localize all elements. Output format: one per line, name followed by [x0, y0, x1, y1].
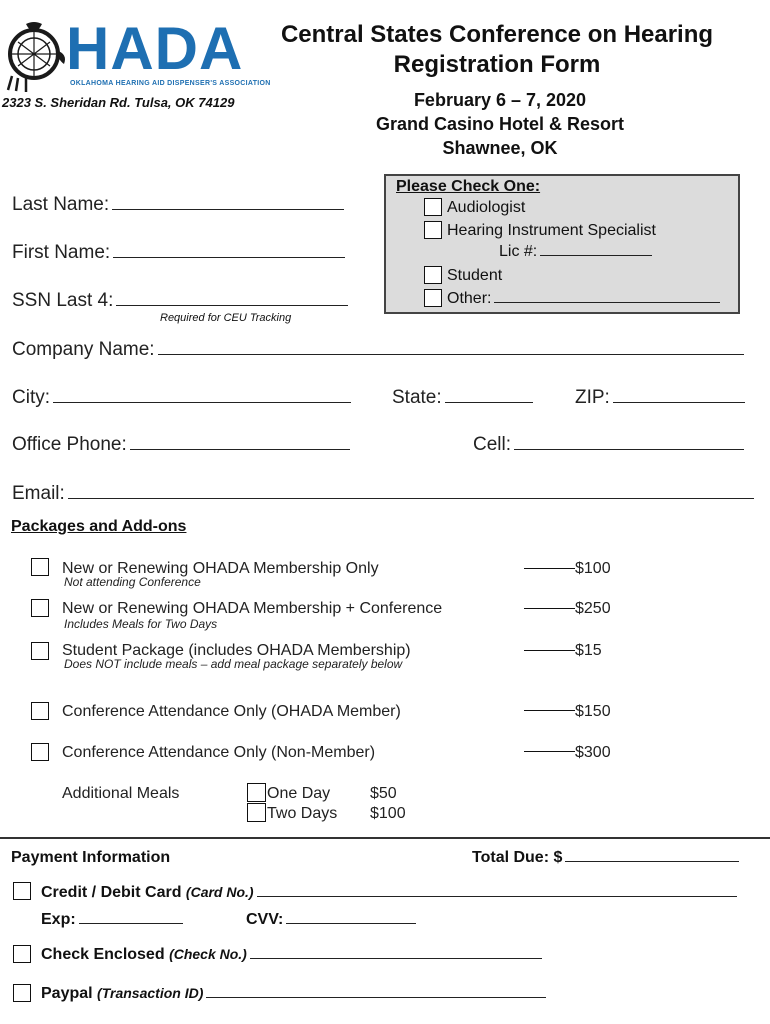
cvv-field[interactable] [246, 911, 416, 929]
last-name-field[interactable] [12, 194, 344, 216]
lic-label: Lic #: [499, 243, 538, 260]
audiologist-checkbox[interactable] [424, 198, 442, 216]
check-label: Check Enclosed [41, 946, 165, 963]
email-field[interactable] [12, 483, 754, 505]
package-1-checkbox[interactable] [31, 558, 49, 576]
state-label: State: [392, 387, 442, 408]
brand-name: HADA [66, 15, 244, 82]
dreamcatcher-icon [4, 20, 72, 92]
brand-tagline: OKLAHOMA HEARING AID DISPENSER'S ASSOCIATION [70, 80, 271, 87]
one-day-price: $50 [370, 785, 397, 802]
package-5-label: Conference Attendance Only (Non-Member) [62, 744, 376, 761]
card-label: Credit / Debit Card [41, 884, 182, 901]
package-2-dash [524, 608, 575, 609]
first-name-label: First Name: [12, 242, 111, 263]
event-date: February 6 – 7, 2020 [413, 90, 587, 110]
logo [4, 15, 271, 100]
card-checkbox[interactable] [13, 882, 31, 900]
company-label: Company Name: [12, 339, 155, 360]
package-3-note: Does NOT include meals – add meal package separately below [64, 657, 403, 671]
paypal-field[interactable] [41, 985, 546, 1003]
check-no-label: (Check No.) [169, 946, 247, 962]
other-label: Other: [447, 290, 492, 307]
ssn-note: Required for CEU Tracking [160, 312, 292, 324]
package-5-price: $300 [575, 744, 611, 761]
package-5-dash [524, 751, 575, 752]
packages-heading: Packages and Add-ons [11, 518, 187, 535]
exp-field[interactable] [41, 911, 183, 929]
package-1-dash [524, 568, 575, 569]
package-3-checkbox[interactable] [31, 642, 49, 660]
profession-title: Please Check One: [396, 178, 541, 195]
zip-field[interactable] [575, 387, 745, 409]
paypal-label: Paypal [41, 985, 93, 1002]
package-3-price: $15 [575, 642, 602, 659]
audiologist-label: Audiologist [447, 199, 526, 216]
title-line-1: Central States Conference on Hearing [280, 21, 714, 48]
his-label: Hearing Instrument Specialist [447, 222, 656, 239]
title-line-2: Registration Form [393, 51, 601, 78]
card-no-label: (Card No.) [185, 884, 254, 900]
email-label: Email: [12, 483, 65, 504]
payment-heading: Payment Information [11, 849, 171, 866]
event-info [330, 88, 670, 160]
package-1-note: Not attending Conference [64, 575, 201, 589]
state-field[interactable] [392, 387, 533, 409]
package-1-label: New or Renewing OHADA Membership Only [62, 560, 379, 577]
other-field[interactable] [447, 290, 720, 308]
package-2-note: Includes Meals for Two Days [64, 617, 218, 631]
package-1-price: $100 [575, 560, 611, 577]
lic-field[interactable] [499, 243, 652, 261]
total-due-field[interactable] [472, 849, 739, 867]
package-2-price: $250 [575, 600, 611, 617]
cvv-label: CVV: [246, 911, 284, 928]
package-4-label: Conference Attendance Only (OHADA Member) [62, 703, 401, 720]
cell-label: Cell: [473, 434, 512, 455]
company-field[interactable] [12, 339, 744, 361]
two-days-checkbox[interactable] [247, 803, 266, 822]
two-days-label: Two Days [267, 805, 338, 822]
zip-label: ZIP: [575, 387, 610, 408]
meals-label: Additional Meals [62, 785, 180, 802]
package-3-dash [524, 650, 575, 651]
page-title [262, 20, 732, 80]
city-field[interactable] [12, 387, 351, 409]
first-name-field[interactable] [12, 242, 345, 264]
cell-field[interactable] [473, 434, 744, 456]
last-name-label: Last Name: [12, 194, 110, 215]
office-phone-field[interactable] [12, 434, 350, 456]
package-4-price: $150 [575, 703, 611, 720]
city-label: City: [12, 387, 50, 408]
other-checkbox[interactable] [424, 289, 442, 307]
card-field[interactable] [41, 884, 737, 902]
ssn-label: SSN Last 4: [12, 290, 114, 311]
one-day-label: One Day [267, 785, 331, 802]
package-2-checkbox[interactable] [31, 599, 49, 617]
two-days-price: $100 [370, 805, 406, 822]
student-checkbox[interactable] [424, 266, 442, 284]
check-checkbox[interactable] [13, 945, 31, 963]
paypal-checkbox[interactable] [13, 984, 31, 1002]
package-5-checkbox[interactable] [31, 743, 49, 761]
package-3-label: Student Package (includes OHADA Membership) [62, 642, 411, 659]
package-2-label: New or Renewing OHADA Membership + Conference [62, 600, 443, 617]
office-phone-label: Office Phone: [12, 434, 127, 455]
his-checkbox[interactable] [424, 221, 442, 239]
ssn-field[interactable] [12, 290, 348, 312]
section-divider [0, 837, 770, 839]
student-label: Student [447, 267, 503, 284]
exp-label: Exp: [41, 911, 76, 928]
address: 2323 S. Sheridan Rd. Tulsa, OK 74129 [2, 95, 235, 110]
package-4-checkbox[interactable] [31, 702, 49, 720]
event-city: Shawnee, OK [442, 138, 558, 158]
event-venue: Grand Casino Hotel & Resort [375, 114, 625, 134]
total-due-label: Total Due: $ [472, 849, 563, 866]
check-field[interactable] [41, 946, 542, 964]
one-day-checkbox[interactable] [247, 783, 266, 802]
transaction-label: (Transaction ID) [97, 985, 204, 1001]
package-4-dash [524, 710, 575, 711]
